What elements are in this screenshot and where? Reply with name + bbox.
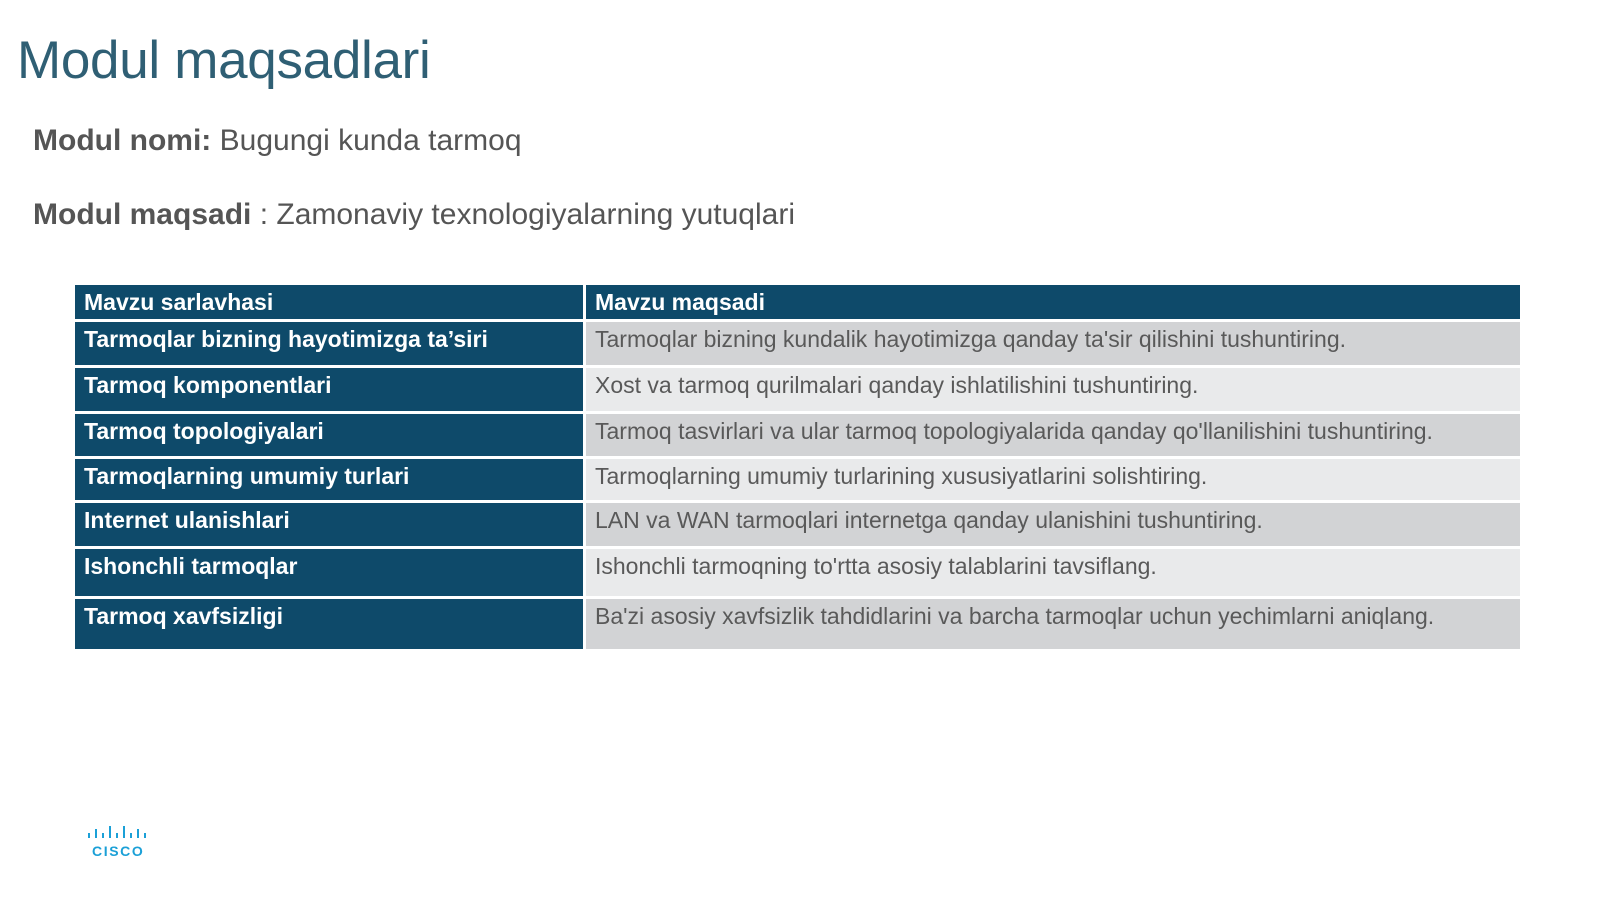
table-row [75, 368, 1520, 414]
module-name-value: Bugungi kunda tarmoq [211, 124, 522, 157]
topic-title-cell: Tarmoq topologiyalari [75, 414, 586, 459]
table-row [75, 599, 1520, 649]
table-row [75, 459, 1520, 503]
topic-title-cell: Tarmoqlar bizning hayotimizga ta’siri [75, 322, 586, 368]
page-title: Modul maqsadlari [17, 31, 431, 90]
table-row [75, 414, 1520, 459]
topic-goal-cell: Ba'zi asosiy xavfsizlik tahdidlarini va barcha tarmoqlar uchun yechimlarni aniqlang. [586, 599, 1520, 649]
module-name-line [33, 124, 522, 158]
topic-goal-cell: Tarmoq tasvirlari va ular tarmoq topologiyalarida qanday qo'llanilishini tushuntiring. [586, 414, 1520, 459]
cisco-logo [86, 824, 150, 860]
topics-table [75, 285, 1520, 649]
table-row [75, 503, 1520, 549]
topic-goal-cell: Xost va tarmoq qurilmalari qanday ishlatilishini tushuntiring. [586, 368, 1520, 414]
topic-goal-cell: Tarmoqlar bizning kundalik hayotimizga qanday ta'sir qilishini tushuntiring. [586, 322, 1520, 368]
topic-goal-cell: LAN va WAN tarmoqlari internetga qanday ulanishini tushuntiring. [586, 503, 1520, 549]
cisco-wordmark: CISCO [92, 843, 145, 859]
module-goal-label: Modul maqsadi [33, 198, 252, 231]
cisco-bars-icon [86, 824, 150, 842]
topic-title-cell: Tarmoq xavfsizligi [75, 599, 586, 649]
topic-title-cell: Tarmoqlarning umumiy turlari [75, 459, 586, 503]
topic-title-cell: Ishonchli tarmoqlar [75, 549, 586, 599]
column-header-topic-title: Mavzu sarlavhasi [75, 285, 586, 322]
topic-title-cell: Tarmoq komponentlari [75, 368, 586, 414]
column-header-topic-goal: Mavzu maqsadi [586, 285, 1520, 322]
module-goal-line [33, 198, 795, 232]
table-row [75, 322, 1520, 368]
module-name-label: Modul nomi: [33, 124, 212, 157]
topic-title-cell: Internet ulanishlari [75, 503, 586, 549]
table-row [75, 549, 1520, 599]
topic-goal-cell: Ishonchli tarmoqning to'rtta asosiy talablarini tavsiflang. [586, 549, 1520, 599]
topic-goal-cell: Tarmoqlarning umumiy turlarining xususiyatlarini solishtiring. [586, 459, 1520, 503]
module-goal-value: : Zamonaviy texnologiyalarning yutuqlari [251, 198, 795, 231]
table-header-row [75, 285, 1520, 322]
